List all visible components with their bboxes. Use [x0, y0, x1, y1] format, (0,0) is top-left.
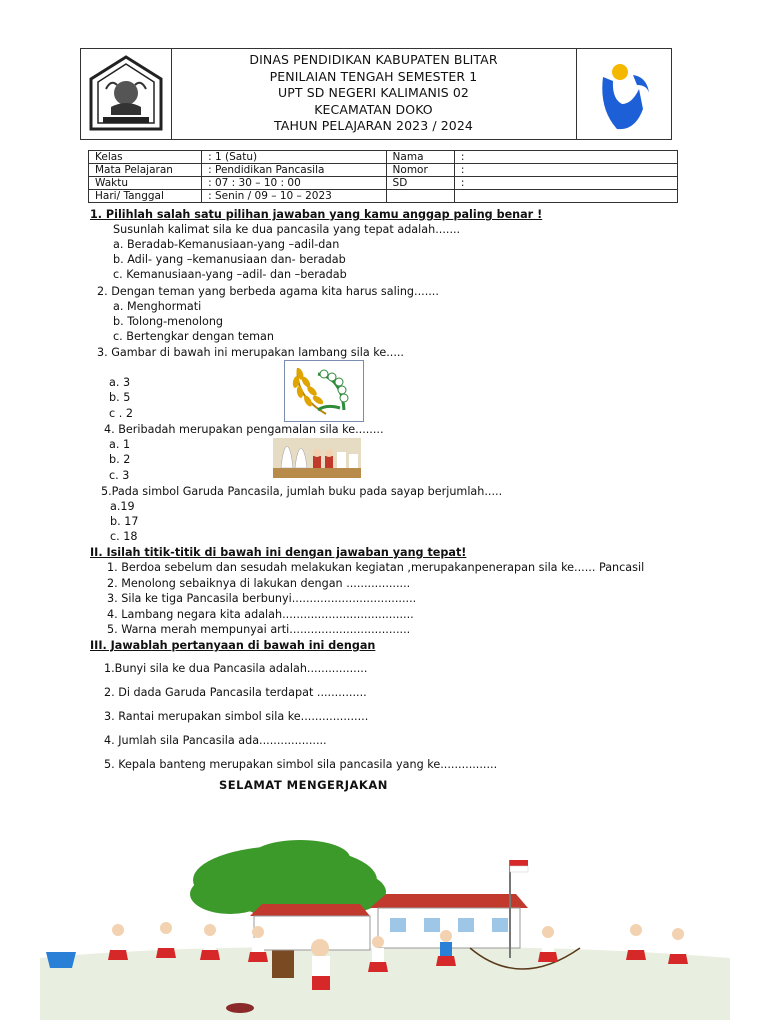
q1-option-b: b. Adil- yang –kemanusiaan dan- beradab: [113, 253, 346, 266]
section2-item: 1. Berdoa sebelum dan sesudah melakukan kegiatan ,merupakanpenerapan sila ke...... Pancasil: [107, 561, 645, 574]
brand-logo-cell: [577, 49, 671, 139]
info-value: : Senin / 09 – 10 – 2023: [202, 190, 386, 203]
q3-option-b: b. 5: [109, 391, 131, 404]
section2-item: 4. Lambang negara kita adalah.....................................: [107, 608, 414, 621]
praying-children-image: [273, 438, 361, 478]
info-key: Mata Pelajaran: [89, 164, 202, 177]
kemendikbud-logo-icon: [577, 49, 671, 139]
rice-cotton-symbol-icon: [284, 360, 364, 422]
info-key: SD: [386, 177, 454, 190]
header-line-5: TAHUN PELAJARAN 2023 / 2024: [274, 118, 473, 134]
info-value: :: [454, 151, 677, 164]
section3-item: 1.Bunyi sila ke dua Pancasila adalah.................: [104, 662, 368, 675]
exam-header: [80, 48, 672, 140]
info-value: :: [454, 177, 677, 190]
info-value: : 1 (Satu): [202, 151, 386, 164]
q1-option-c: c. Kemanusiaan-yang –adil- dan –beradab: [113, 268, 347, 281]
q3-option-c: c . 2: [109, 407, 133, 420]
section2-item: 5. Warna merah mempunyai arti..................................: [107, 623, 411, 636]
q4-option-c: c. 3: [109, 469, 130, 482]
info-value: :: [454, 164, 677, 177]
info-key: Hari/ Tanggal: [89, 190, 202, 203]
section2-heading: II. Isilah titik-titik di bawah ini dengan jawaban yang tepat!: [90, 546, 467, 559]
table-row: [89, 151, 678, 164]
table-row: [89, 177, 678, 190]
q2-text: 2. Dengan teman yang berbeda agama kita harus saling.......: [97, 285, 439, 298]
q4-text: 4. Beribadah merupakan pengamalan sila ke........: [104, 423, 384, 436]
header-line-3: UPT SD NEGERI KALIMANIS 02: [278, 85, 469, 101]
logo-cell: [81, 49, 172, 139]
blitar-seal-icon: [81, 49, 171, 139]
closing-text: SELAMAT MENGERJAKAN: [219, 778, 388, 792]
info-key: Waktu: [89, 177, 202, 190]
header-line-4: KECAMATAN DOKO: [314, 101, 433, 117]
section3-item: 5. Kepala banteng merupakan simbol sila pancasila yang ke................: [104, 758, 498, 771]
header-line-2: PENILAIAN TENGAH SEMESTER 1: [269, 68, 478, 84]
info-key: Nama: [386, 151, 454, 164]
q5-option-c: c. 18: [110, 530, 138, 543]
info-value: : Pendidikan Pancasila: [202, 164, 386, 177]
header-title-block: [171, 49, 577, 139]
q1-option-a: a. Beradab-Kemanusiaan-yang –adil-dan: [113, 238, 340, 251]
section3-item: 4. Jumlah sila Pancasila ada...................: [104, 734, 327, 747]
section3-item: 2. Di dada Garuda Pancasila terdapat ..............: [104, 686, 367, 699]
info-value: [454, 190, 677, 203]
section3-heading: III. Jawablah pertanyaan di bawah ini dengan: [90, 639, 376, 652]
section2-item: 2. Menolong sebaiknya di lakukan dengan ..................: [107, 577, 411, 590]
section2-item: 3. Sila ke tiga Pancasila berbunyi...................................: [107, 592, 417, 605]
info-key: Kelas: [89, 151, 202, 164]
table-row: [89, 164, 678, 177]
q4-option-b: b. 2: [109, 453, 131, 466]
student-info-table: [88, 150, 678, 203]
q4-option-a: a. 1: [109, 438, 131, 451]
q3-text: 3. Gambar di bawah ini merupakan lambang sila ke.....: [97, 346, 404, 359]
q1-text: Susunlah kalimat sila ke dua pancasila yang tepat adalah.......: [113, 223, 461, 236]
header-line-1: DINAS PENDIDIKAN KABUPATEN BLITAR: [249, 52, 498, 67]
q2-option-a: a. Menghormati: [113, 300, 202, 313]
table-row: [89, 190, 678, 203]
info-key: [386, 190, 454, 203]
section1-heading: 1. Pilihlah salah satu pilihan jawaban yang kamu anggap paling benar !: [90, 208, 543, 221]
schoolyard-children-illustration: [40, 840, 730, 1020]
info-value: : 07 : 30 – 10 : 00: [202, 177, 386, 190]
q5-text: 5.Pada simbol Garuda Pancasila, jumlah buku pada sayap berjumlah.....: [101, 485, 503, 498]
q2-option-b: b. Tolong-menolong: [113, 315, 224, 328]
q5-option-b: b. 17: [110, 515, 139, 528]
q2-option-c: c. Bertengkar dengan teman: [113, 330, 274, 343]
section3-item: 3. Rantai merupakan simbol sila ke...................: [104, 710, 369, 723]
info-key: Nomor: [386, 164, 454, 177]
q3-option-a: a. 3: [109, 376, 131, 389]
q5-option-a: a.19: [110, 500, 135, 513]
